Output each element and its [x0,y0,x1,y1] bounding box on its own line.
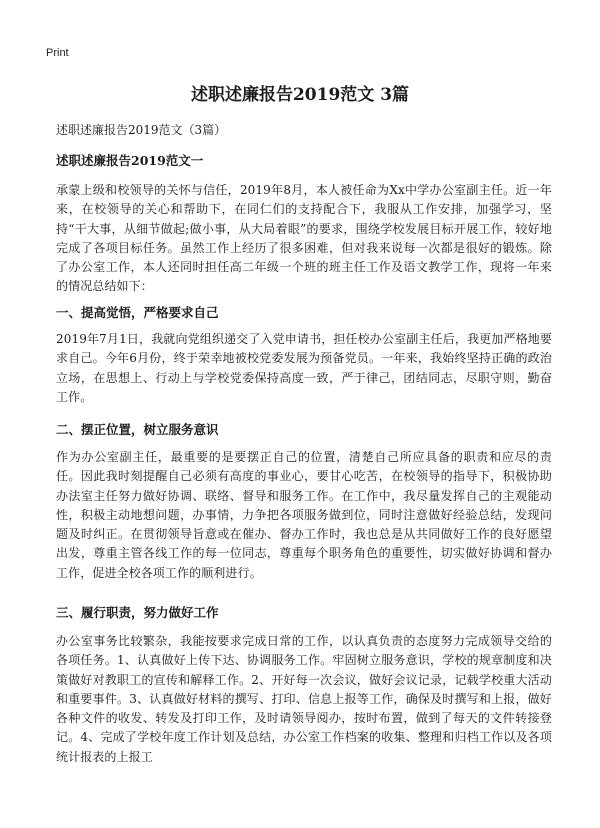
section-heading-1: 一、提高觉悟，严格要求自己 [56,305,219,320]
document-subtitle: 述职述廉报告2019范文（3篇） [56,123,227,137]
print-link[interactable]: Print [46,47,69,59]
section-paragraph-3: 办公室事务比较繁杂，我能按要求完成日常的工作，以认真负责的态度努力完成领导交给的各项任务。1、认真做好上传下达、协调服务工作。牢固树立服务意识，学校的规章制度和决策做好对教职工的宣传和解释工作。2、开好每一次会议，做好会议记录，记载学校重大活动和重要事件。3、认真做好材料的撰写、打印、信息上报等工作，确保及时撰写和上报，做好各种文件的收发、转发及打印工作，及时请领导阅办，按时布置，做到了每天的文件转接登记。4、完成了学校年度工作计划及总结，办公室工作档案的收集、整理和归档工作以及各项统计报表的上报工 [56,634,552,764]
section-heading-3: 三、履行职责，努力做好工作 [56,605,219,620]
section-paragraph-1: 2019年7月1日，我就向党组织递交了入党申请书，担任校办公室副主任后，我更加严格地要求自己。今年6月份，终于荣幸地被校党委发展为预备党员。一年来，我始终坚持正确的政治立场，在思想上、行动上与学校党委保持高度一致，严于律己，团结同志，尽职守则，勤奋工作。 [56,332,552,404]
intro-paragraph: 承蒙上级和校领导的关怀与信任，2019年8月，本人被任命为Xx中学办公室副主任。近一年来，在校领导的关心和帮助下，在同仁们的支持配合下，我服从工作安排，加强学习，坚持“干大事，从细节做起;做小事，从大局着眼”的要求，围绕学校发展目标开展工作，较好地完成了各项目标任务。虽然工作上经历了很多困难，但对我来说每一次都是很好的锻炼。除了办公室工作，本人还同时担任高二年级一个班的班主任工作及语文教学工作，现将一年来的情况总结如下： [56,183,552,294]
document-title: 述职述廉报告2019范文 3篇 [190,85,410,105]
section-heading-2: 二、摆正位置，树立服务意识 [56,422,219,437]
part-heading: 述职述廉报告2019范文一 [56,153,204,168]
section-paragraph-2: 作为办公室副主任，最重要的是要摆正自己的位置，清楚自己所应具备的职责和应尽的责任。因此我时刻提醒自己必须有高度的事业心，要甘心吃苦，在校领导的指导下，积极协助办法室主任努力做好协调、联络、督导和服务工作。在工作中，我尽量发挥自己的主观能动性，积极主动地想问题，办事情，力争把各项服务做到位，同时注意做好经验总结，发现问题及时纠正。在贯彻领导旨意或在催办、督办工作时，我也总是从共同做好工作的良好愿望出发，尊重主管各线工作的每一位同志，尊重每个职务角色的重要性，切实做好协调和督办工作，促进全校各项工作的顺利进行。 [56,450,552,580]
